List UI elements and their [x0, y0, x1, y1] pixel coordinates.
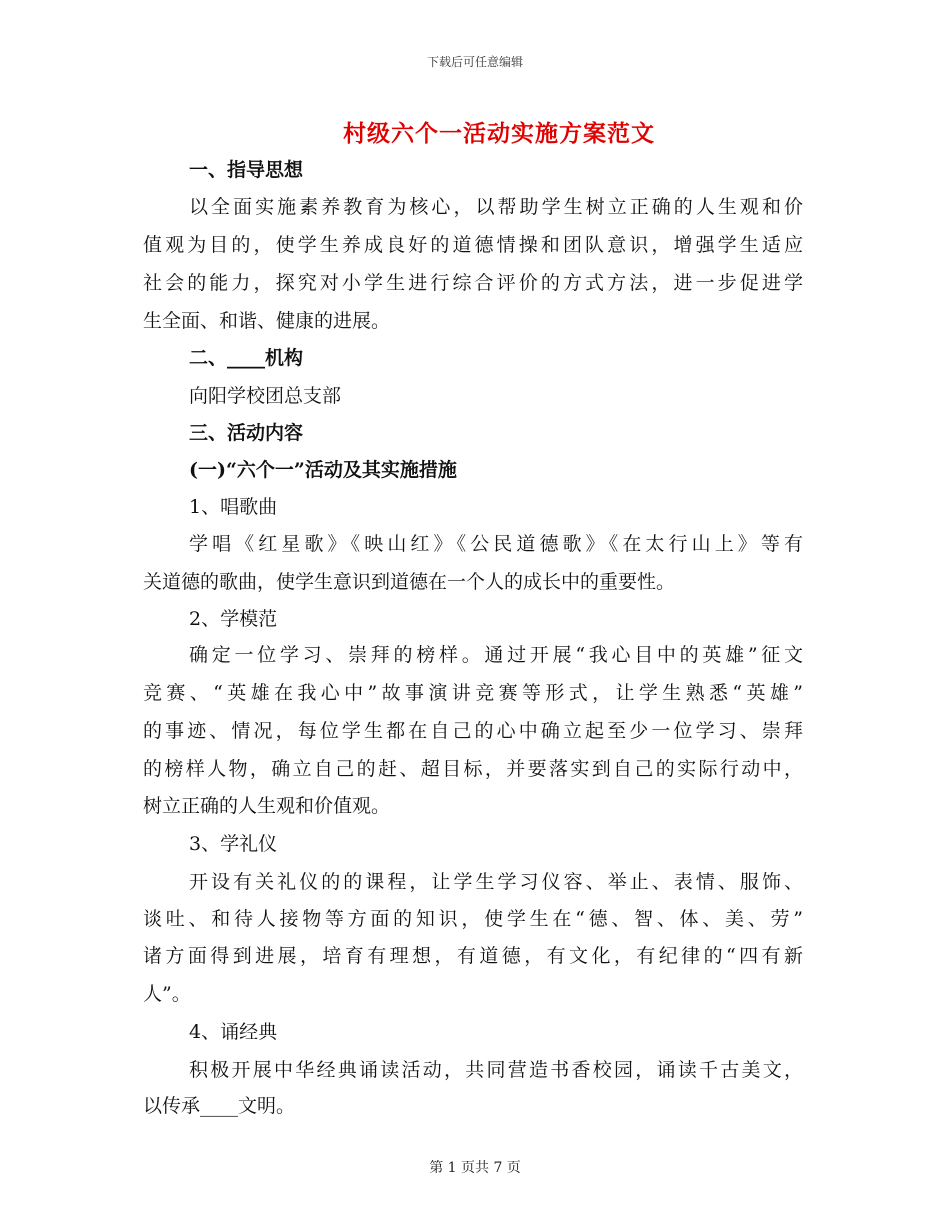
paragraph-line: 竞赛、“英雄在我心中”故事演讲竞赛等形式，让学生熟悉“英雄” [143, 682, 803, 704]
document-title: 村级六个一活动实施方案范文 [343, 120, 655, 147]
subsection-heading: (一)“六个一”活动及其实施措施 [189, 459, 457, 481]
section-heading-organization: 二、____机构 [189, 347, 304, 369]
header-note: 下载后可任意编辑 [426, 55, 523, 69]
paragraph-line: 向阳学校团总支部 [189, 385, 342, 407]
item-heading-learn-etiquette: 3、学礼仪 [189, 833, 278, 855]
item-heading-sing-songs: 1、唱歌曲 [189, 496, 278, 518]
paragraph-line: 社会的能力，探究对小学生进行综合评价的方式方法，进一步促进学 [143, 272, 803, 294]
paragraph-line: 确定一位学习、崇拜的榜样。通过开展“我心目中的英雄”征文 [189, 644, 803, 666]
paragraph-line: 人”。 [143, 983, 191, 1005]
paragraph-line: 以全面实施素养教育为核心，以帮助学生树立正确的人生观和价 [189, 196, 803, 218]
paragraph-line: 值观为目的，使学生养成良好的道德情操和团队意识，增强学生适应 [143, 234, 803, 256]
paragraph-line: 学唱《红星歌》《映山红》《公民道德歌》《在太行山上》等有 [189, 533, 803, 555]
paragraph-line: 开设有关礼仪的的课程，让学生学习仪容、举止、表情、服饰、 [189, 871, 803, 893]
section-heading-guiding-ideology: 一、指导思想 [189, 159, 304, 181]
paragraph-line: 谈吐、和待人接物等方面的知识，使学生在“德、智、体、美、劳” [143, 908, 803, 930]
page-footer: 第 1 页共 7 页 [429, 1160, 521, 1176]
item-heading-learn-models: 2、学模范 [189, 608, 278, 630]
paragraph-line: 的榜样人物，确立自己的赶、超目标，并要落实到自己的实际行动中， [143, 758, 803, 780]
paragraph-line: 诸方面得到进展，培育有理想，有道德，有文化，有纪律的“四有新 [143, 945, 803, 967]
paragraph-line: 积极开展中华经典诵读活动，共同营造书香校园，诵读千古美文， [189, 1059, 803, 1081]
paragraph-line: 以传承____文明。 [143, 1095, 296, 1117]
paragraph-line: 关道德的歌曲，使学生意识到道德在一个人的成长中的重要性。 [143, 571, 676, 593]
item-heading-recite-classics: 4、诵经典 [189, 1021, 278, 1043]
paragraph-line: 树立正确的人生观和价值观。 [143, 795, 391, 817]
paragraph-line: 的事迹、情况，每位学生都在自己的心中确立起至少一位学习、崇拜 [143, 720, 803, 742]
section-heading-activity-content: 三、活动内容 [189, 422, 304, 444]
paragraph-line: 生全面、和谐、健康的进展。 [143, 310, 391, 332]
